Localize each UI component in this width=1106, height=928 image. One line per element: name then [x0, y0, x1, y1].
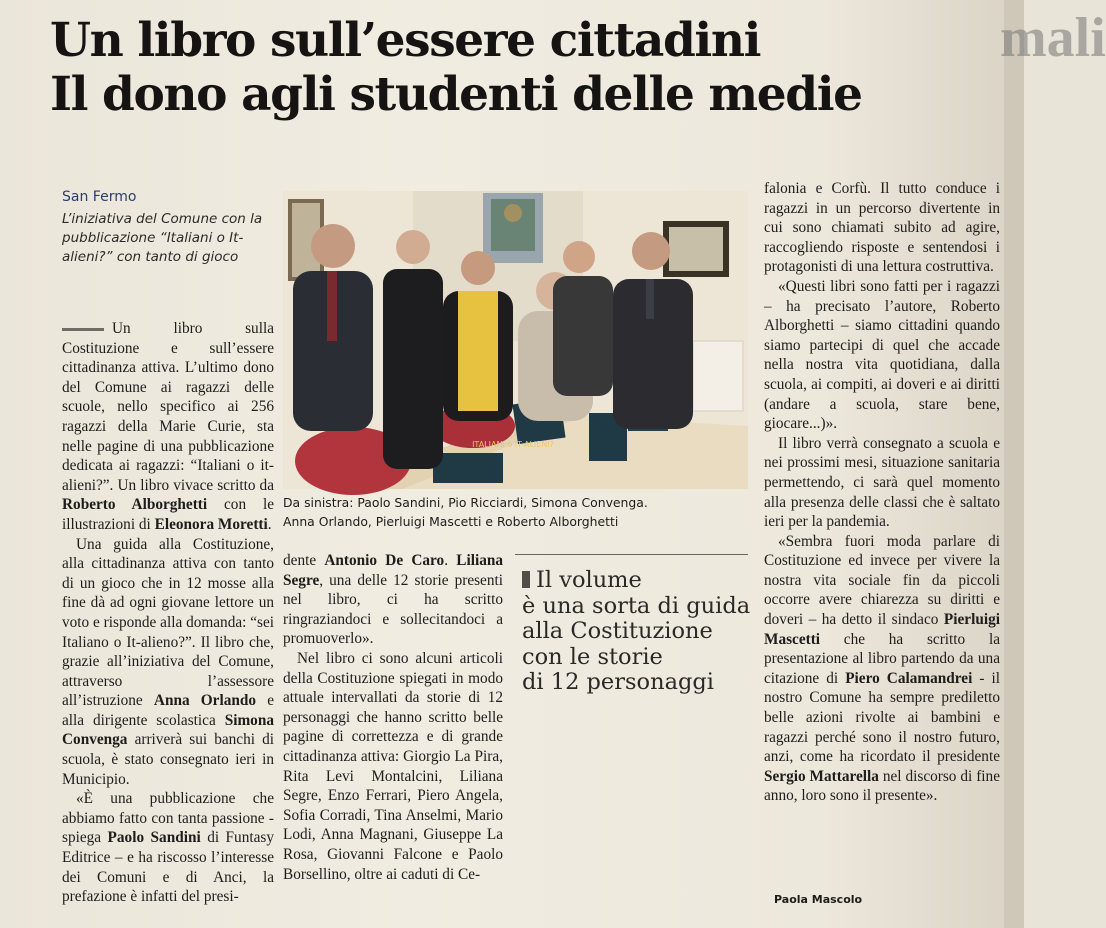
- location-kicker: San Fermo: [62, 189, 137, 205]
- author-name: Roberto Alborghetti: [62, 496, 208, 514]
- caption-line-1: Da sinistra: Paolo Sandini, Pio Ricciardi, Simona Convenga.: [283, 495, 648, 510]
- group-photo: [283, 191, 748, 489]
- paragraph: «Questi libri sono fatti per i ragazzi – ha precisato l’autore, Roberto Alborghetti – siamo cittadini quando siamo partecipi di quel che accade nella nostra vita quotidiana, dalla scuola, ai compiti, ai doveri e ai diritti (andare a scuola, stare bene, giocare...)».: [764, 277, 1000, 433]
- article-photo: [283, 191, 748, 489]
- headline-line-2: Il dono agli studenti delle medie: [50, 67, 862, 122]
- book-cover-text: ITALIANI o IT-ALIENI?: [472, 440, 554, 449]
- paragraph: Il libro verrà consegnato a scuola e nei prossimi mesi, situazione sanitaria permettendo, ci sarà quel momento alla presenza delle classi che è saltato ieri per la pandemia.: [764, 434, 1000, 531]
- article-column-3: [764, 179, 1000, 806]
- author-byline: Paola Mascolo: [774, 893, 863, 906]
- paragraph: «È una pubblicazione che abbiamo fatto con tanta passione - spiega Paolo Sandini di Funtasy Editrice – e ha riscosso l’interesse dei Comuni e di Anci, la prefazione è infatti del presi-: [62, 790, 274, 906]
- paragraph: Nel libro ci sono alcuni articoli della Costituzione spiegati in modo attuale intervallati da storie di 12 personaggi che hanno scritto belle pagine di correttezza e di grande cittadinanza attiva: Giorgio La Pira, Rita Levi Montalcini, Liliana Segre, Enzo Ferrari, Piero Angela, Sofia Corradi, Tina Anselmi, Mario Lodi, Anna Magnani, Giuseppe La Rosa, Giovanni Falcone e Paolo Borsellino, oltre ai caduti di Ce-: [283, 649, 503, 883]
- adjacent-page-edge: [1004, 0, 1024, 928]
- article-column-1: [62, 319, 274, 907]
- headline-line-1: Un libro sull’essere cittadini: [50, 13, 761, 68]
- section-marker: [62, 328, 104, 331]
- paragraph: dente Antonio De Caro. Liliana Segre, una delle 12 storie presenti nel libro, ci ha scritto ringraziandoci e sollecitandoci a promuoverlo».: [283, 552, 504, 648]
- caption-line-2: Anna Orlando, Pierluigi Mascetti e Roberto Alborghetti: [283, 514, 619, 529]
- paragraph: falonia e Corfù. Il tutto conduce i ragazzi in un percorso divertente in cui sono chiamati subito ad agire, raccogliendo risposte e sentendosi i protagonisti di una lettura costruttiva.: [764, 180, 1000, 276]
- paragraph: «Sembra fuori moda parlare di Costituzione ed invece per vivere la nostra vita sociale fin da piccoli occorre avere chiarezza su diritti e doveri – ha detto il sindaco Pierluigi Mascetti che ha scritto la presentazione al libro partendo da una citazione di Piero Calamandrei - il nostro Comune ha sempre prediletto belle azioni rivolte ai bambini e ragazzi perché sono il nostro futuro, anzi, come ha ricordato il presidente Sergio Mattarella nel discorso di fine anno, loro sono il presente».: [764, 532, 1000, 805]
- article-subhead: L’iniziativa del Comune con la pubblicazione “Italiani o It-alieni?” con tanto di gioco: [62, 211, 263, 265]
- photo-caption: [283, 493, 748, 531]
- article-headline: [50, 14, 1000, 122]
- paragraph: Una guida alla Costituzione, alla cittadinanza attiva con tanto di un gioco che in 12 mosse alla fine dà ad ogni giovane lettore un voto e risponde alla domanda: “sei Italiano o It-alieno?”. Il libro che, grazie all’iniziativa del Comune, attraverso l’assessore all’istruzione Anna Orlando e alla dirigente scolastica Simona Convenga arriverà sui banchi di scuola, è stato consegnato ieri in Municipio.: [62, 535, 274, 788]
- adjacent-page-headline-fragment: mali: [1000, 7, 1106, 69]
- pullquote: Il volume è una sorta di guida alla Costituzione con le storie di 12 personaggi: [522, 567, 751, 695]
- illustrator-name: Eleonora Moretti: [154, 515, 268, 533]
- paragraph: Un libro sulla Costituzione e sull’essere cittadinanza attiva. L’ultimo dono del Comune ai ragazzi delle scuole, nello specifico ai 256 ragazzi della Marie Curie, sta nelle pagine di una pubblicazione dedicata ai ragazzi: “Italiani o it-alieni?”. Un libro vivace scritto da Roberto Alborghetti con le illustrazioni di Eleonora Moretti.: [62, 320, 274, 533]
- pullquote-marker: [522, 571, 530, 588]
- pullquote-rule: [515, 554, 748, 555]
- article-column-2: [283, 551, 503, 884]
